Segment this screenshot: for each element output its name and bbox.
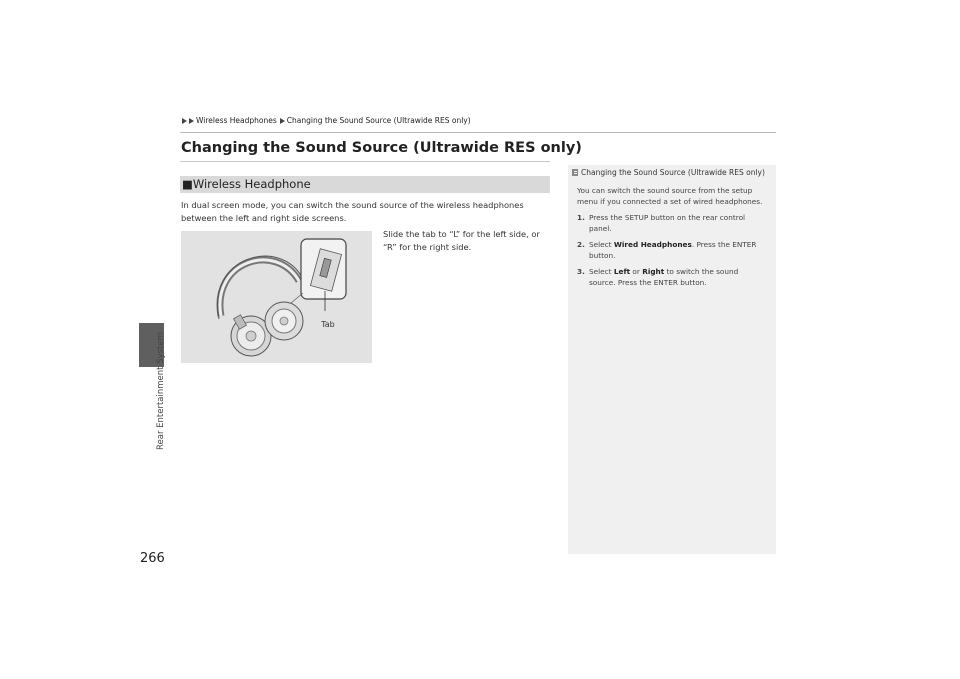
chapter-label: Rear Entertainment System bbox=[156, 332, 166, 450]
headphones-illustration bbox=[181, 231, 372, 363]
step-number: 1. bbox=[577, 213, 585, 222]
step-text: Select Wired Headphones. Press the ENTER button. bbox=[589, 240, 757, 260]
intro-paragraph: In dual screen mode, you can switch the sound source of the wireless headphones between the left and right side screens. bbox=[181, 200, 524, 223]
breadcrumb-item[interactable]: Wireless Headphones bbox=[196, 116, 277, 125]
breadcrumb-item[interactable]: Changing the Sound Source (Ultrawide RES only) bbox=[286, 116, 471, 125]
instruction-text: Slide the tab to “L” for the left side, or “R” for the right side. bbox=[383, 229, 540, 252]
section-heading: ■Wireless Headphone bbox=[180, 176, 550, 193]
note-heading-text: Changing the Sound Source (Ultrawide RES only) bbox=[581, 168, 765, 177]
breadcrumb-arrow-icon bbox=[189, 118, 194, 124]
step-text: Press the SETUP button on the rear control panel. bbox=[589, 213, 746, 233]
breadcrumb-arrow-icon bbox=[182, 118, 187, 124]
headphones-icon bbox=[181, 231, 372, 363]
note-heading bbox=[572, 168, 765, 177]
step-item bbox=[577, 266, 767, 288]
header-divider bbox=[180, 132, 776, 133]
note-body bbox=[577, 185, 767, 288]
page-number: 266 bbox=[140, 551, 165, 566]
breadcrumb bbox=[182, 116, 474, 125]
step-item bbox=[577, 239, 767, 261]
step-item bbox=[577, 212, 767, 234]
note-paragraph: You can switch the sound source from the setup menu if you connected a set of wired headphones. bbox=[577, 186, 763, 206]
note-sidebar bbox=[568, 165, 776, 554]
breadcrumb-arrow-icon bbox=[280, 118, 285, 124]
note-icon bbox=[572, 169, 578, 176]
tab-callout-label: Tab bbox=[321, 320, 335, 329]
step-text: Select Left or Right to switch the sound source. Press the ENTER button. bbox=[589, 267, 739, 287]
step-number: 2. bbox=[577, 240, 585, 249]
title-divider bbox=[180, 161, 550, 162]
step-number: 3. bbox=[577, 267, 585, 276]
page-title: Changing the Sound Source (Ultrawide RES only) bbox=[181, 140, 582, 156]
